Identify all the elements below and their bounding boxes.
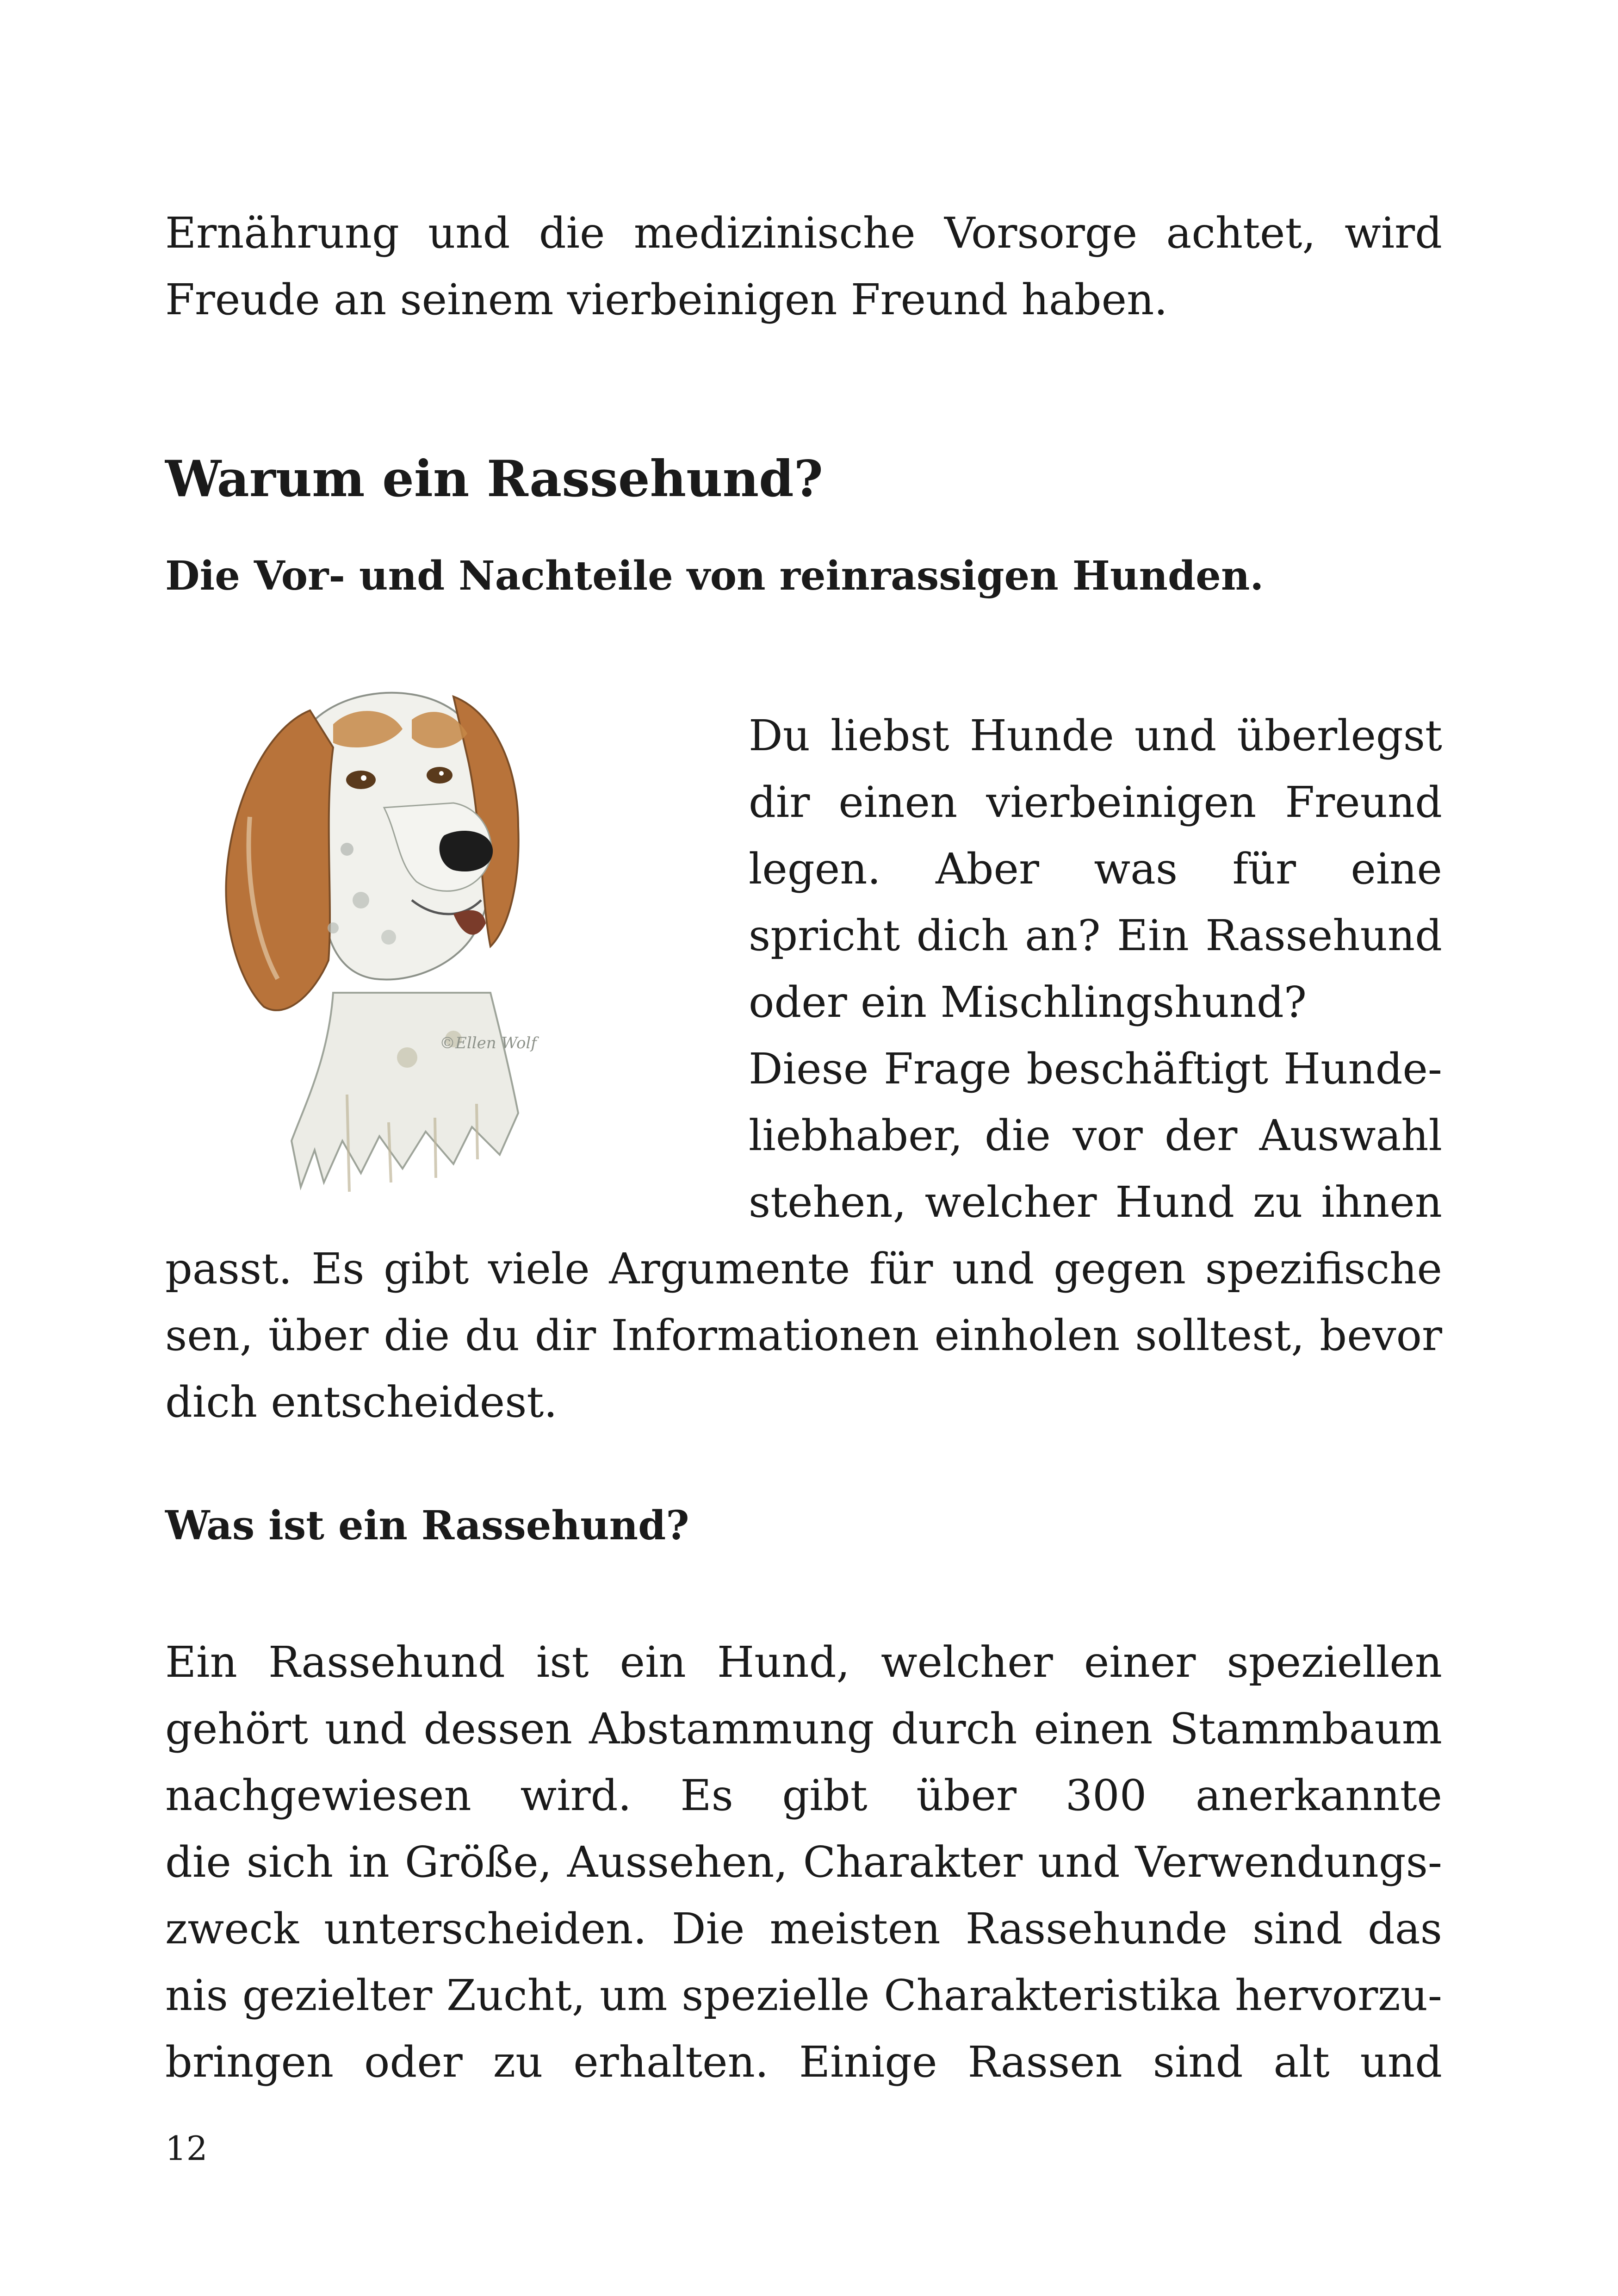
text-line: legen. Aber was für eine <box>749 844 1442 894</box>
intro-paragraph <box>165 200 1442 333</box>
text-line: Diese Frage beschäftigt Hunde- <box>749 1044 1442 1094</box>
text-line: nachgewiesen wird. Es gibt über 300 anerkannte <box>165 1771 1442 1820</box>
text-line: Du liebst Hunde und überlegst <box>749 711 1442 760</box>
text-line: sen, über die du dir Informationen einholen solltest, bevor <box>165 1311 1442 1360</box>
section-title: Warum ein Rassehund? <box>165 450 823 508</box>
dog-drawing <box>226 693 518 1192</box>
artist-signature: ©Ellen Wolf <box>440 1034 537 1052</box>
dog-illustration <box>194 641 611 1196</box>
rassehund-paragraph <box>165 1629 1442 2096</box>
text-line: spricht dich an? Ein Rassehund <box>749 911 1442 960</box>
text-line: Ernährung und die medizinische Vorsorge achtet, wird <box>165 208 1442 258</box>
text-line: zweck unterscheiden. Die meisten Rassehunde sind das <box>165 1904 1442 1954</box>
section-subtitle: Die Vor- und Nachteile von reinrassigen Hunden. <box>165 553 1264 599</box>
text-line: stehen, welcher Hund zu ihnen <box>749 1177 1442 1227</box>
text-line: passt. Es gibt viele Argumente für und gegen spezifische <box>165 1244 1442 1294</box>
text-line: liebhaber, die vor der Auswahl <box>749 1111 1442 1160</box>
float-paragraph <box>749 703 1442 1236</box>
text-line: die sich in Größe, Aussehen, Charakter und Verwendungs- <box>165 1837 1442 1887</box>
page-number: 12 <box>165 2129 208 2168</box>
text-line: dir einen vierbeinigen Freund <box>749 778 1442 827</box>
continued-paragraph <box>165 1236 1442 1436</box>
text-line: nis gezielter Zucht, um spezielle Charakteristika hervorzu- <box>165 1971 1442 2020</box>
text-line: bringen oder zu erhalten. Einige Rassen sind alt und <box>165 2037 1442 2087</box>
text-line: Ein Rassehund ist ein Hund, welcher einer speziellen <box>165 1637 1442 1687</box>
subheading-what-is: Was ist ein Rassehund? <box>165 1502 689 1549</box>
text-line: oder ein Mischlingshund? <box>749 977 1307 1027</box>
text-line: dich entscheidest. <box>165 1377 558 1427</box>
text-line: Freude an seinem vierbeinigen Freund haben. <box>165 275 1168 324</box>
text-line: gehört und dessen Abstammung durch einen Stammbaum <box>165 1704 1442 1754</box>
